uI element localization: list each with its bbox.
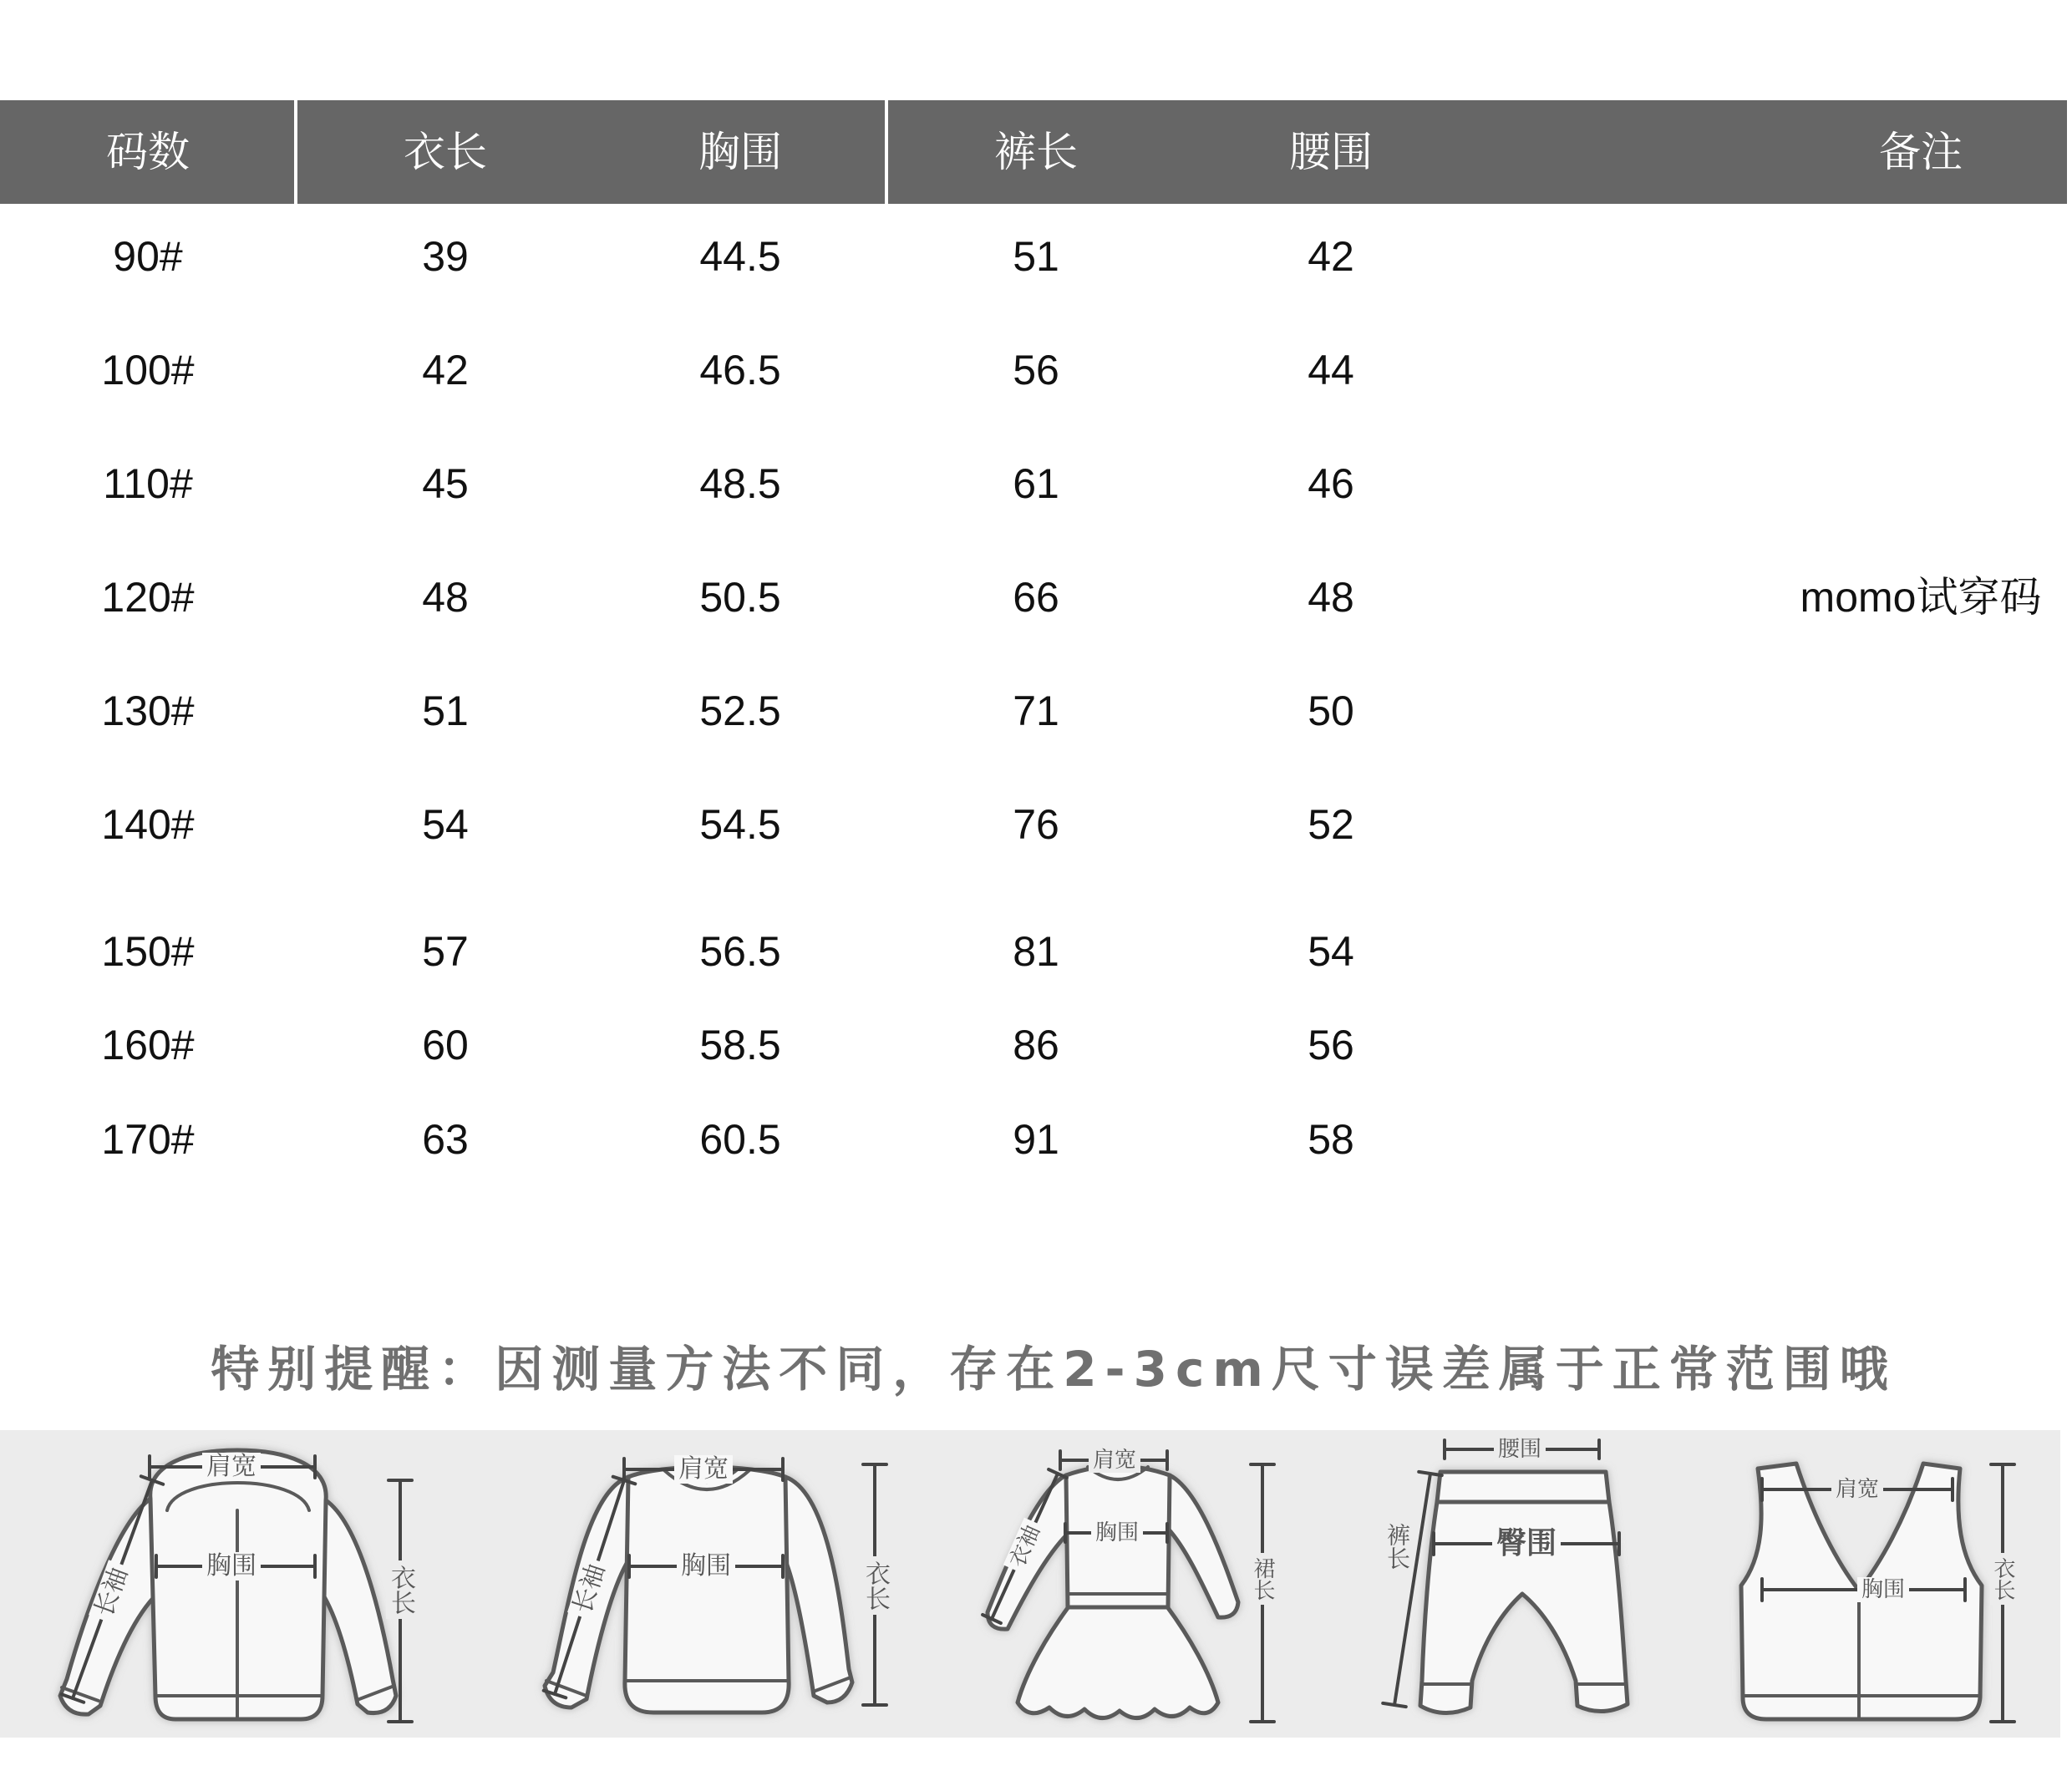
- size-cell: 90#: [113, 233, 183, 280]
- chest-cell: 48.5: [699, 460, 781, 507]
- pants-waist-label: 腰围: [1494, 1437, 1546, 1462]
- pants-hip-label: 臀围: [1492, 1527, 1561, 1560]
- dress-shoulder-label: 肩宽: [1089, 1448, 1140, 1473]
- chest-cell: 44.5: [699, 233, 781, 280]
- waist-cell: 54: [1308, 928, 1354, 975]
- sweatshirt-shoulder-label: 肩宽: [674, 1455, 733, 1484]
- measurement-notice: 特别提醒：因测量方法不同，存在2-3cm尺寸误差属于正常范围哦: [211, 1341, 1897, 1398]
- waist-cell: 42: [1308, 233, 1354, 280]
- size-cell: 170#: [101, 1116, 195, 1163]
- chest-cell: 46.5: [699, 347, 781, 393]
- waist-cell: 58: [1308, 1116, 1354, 1163]
- waist-cell: 46: [1308, 460, 1354, 507]
- pants-length-cell: 71: [1013, 688, 1059, 734]
- dress-length-label: 裙长: [1250, 1553, 1275, 1605]
- waist-cell: 48: [1308, 574, 1354, 621]
- waist-cell: 50: [1308, 688, 1354, 734]
- size-cell: 150#: [101, 928, 195, 975]
- table-row: [0, 686, 2072, 736]
- table-row: [0, 799, 2072, 850]
- vest-length-label: 衣长: [1990, 1553, 2015, 1605]
- measurement-diagrams: [0, 1430, 2060, 1738]
- note-cell: momo试穿码: [1800, 574, 2042, 621]
- hoodie-sleeve-label: 长袖: [89, 1560, 135, 1624]
- size-cell: 130#: [101, 688, 195, 734]
- top-length-cell: 45: [422, 460, 469, 507]
- pants-icon: [1420, 1472, 1628, 1713]
- waist-cell: 52: [1308, 801, 1354, 848]
- vest-shoulder-label: 肩宽: [1831, 1477, 1883, 1502]
- top-length-cell: 60: [422, 1022, 469, 1068]
- pants-length-cell: 81: [1013, 928, 1059, 975]
- chest-cell: 52.5: [699, 688, 781, 734]
- chest-cell: 54.5: [699, 801, 781, 848]
- waist-cell: 56: [1308, 1022, 1354, 1068]
- pants-length-cell: 51: [1013, 233, 1059, 280]
- chest-cell: 56.5: [699, 928, 781, 975]
- sweatshirt-chest-label: 胸围: [677, 1552, 735, 1581]
- hoodie-shoulder-label: 肩宽: [202, 1453, 261, 1481]
- sweatshirt-sleeve-label: 长袖: [567, 1556, 612, 1621]
- header-note: 备注: [1879, 129, 1963, 175]
- sweatshirt-right-sleeve: [785, 1477, 852, 1702]
- table-row: [0, 926, 2072, 977]
- vest-chest-label: 胸围: [1857, 1577, 1909, 1602]
- size-cell: 120#: [101, 574, 195, 621]
- dress-sleeve-label: 衣袖: [1003, 1518, 1048, 1576]
- top-length-cell: 42: [422, 347, 469, 393]
- top-length-cell: 48: [422, 574, 469, 621]
- diagram-canvas: [0, 1430, 2060, 1738]
- pants-length-cell: 86: [1013, 1022, 1059, 1068]
- sweatshirt-body: [625, 1467, 789, 1712]
- table-row: [0, 459, 2072, 509]
- hoodie-chest-label: 胸围: [202, 1552, 261, 1581]
- top-length-cell: 51: [422, 688, 469, 734]
- pants-length-cell: 91: [1013, 1116, 1059, 1163]
- header-waist: 腰围: [1289, 129, 1373, 175]
- table-row: [0, 1114, 2072, 1164]
- top-length-cell: 57: [422, 928, 469, 975]
- pants-length-cell: 61: [1013, 460, 1059, 507]
- dress-icon: [988, 1466, 1238, 1718]
- pants-length-cell: 56: [1013, 347, 1059, 393]
- chest-cell: 50.5: [699, 574, 781, 621]
- top-length-cell: 39: [422, 233, 469, 280]
- table-row: [0, 345, 2072, 395]
- hoodie-length-label: 衣长: [386, 1560, 414, 1619]
- header-top-length: 衣长: [404, 129, 487, 175]
- chest-cell: 60.5: [699, 1116, 781, 1163]
- size-cell: 140#: [101, 801, 195, 848]
- hoodie-right-sleeve: [322, 1500, 396, 1713]
- header-divider: [885, 100, 888, 204]
- table-header: [0, 100, 2067, 204]
- top-length-cell: 63: [422, 1116, 469, 1163]
- header-divider: [294, 100, 297, 204]
- pants-length-cell: 76: [1013, 801, 1059, 848]
- dress-chest-label: 胸围: [1091, 1520, 1143, 1545]
- dress-skirt: [1018, 1606, 1218, 1718]
- header-pants-length: 裤长: [994, 129, 1078, 175]
- waist-cell: 44: [1308, 347, 1354, 393]
- pants-length-cell: 66: [1013, 574, 1059, 621]
- chest-cell: 58.5: [699, 1022, 781, 1068]
- pants-waistband: [1437, 1472, 1609, 1502]
- size-cell: 160#: [101, 1022, 195, 1068]
- table-row: [0, 231, 2072, 282]
- sweatshirt-length-label: 衣长: [861, 1556, 889, 1615]
- table-row: [0, 572, 2072, 622]
- header-chest: 胸围: [698, 129, 782, 175]
- size-cell: 110#: [103, 460, 193, 507]
- header-size: 码数: [106, 129, 190, 175]
- size-cell: 100#: [101, 347, 195, 393]
- pants-length-label: 裤长: [1384, 1523, 1411, 1570]
- dress-right-sleeve: [1168, 1475, 1238, 1617]
- table-row: [0, 1020, 2072, 1070]
- top-length-cell: 54: [422, 801, 469, 848]
